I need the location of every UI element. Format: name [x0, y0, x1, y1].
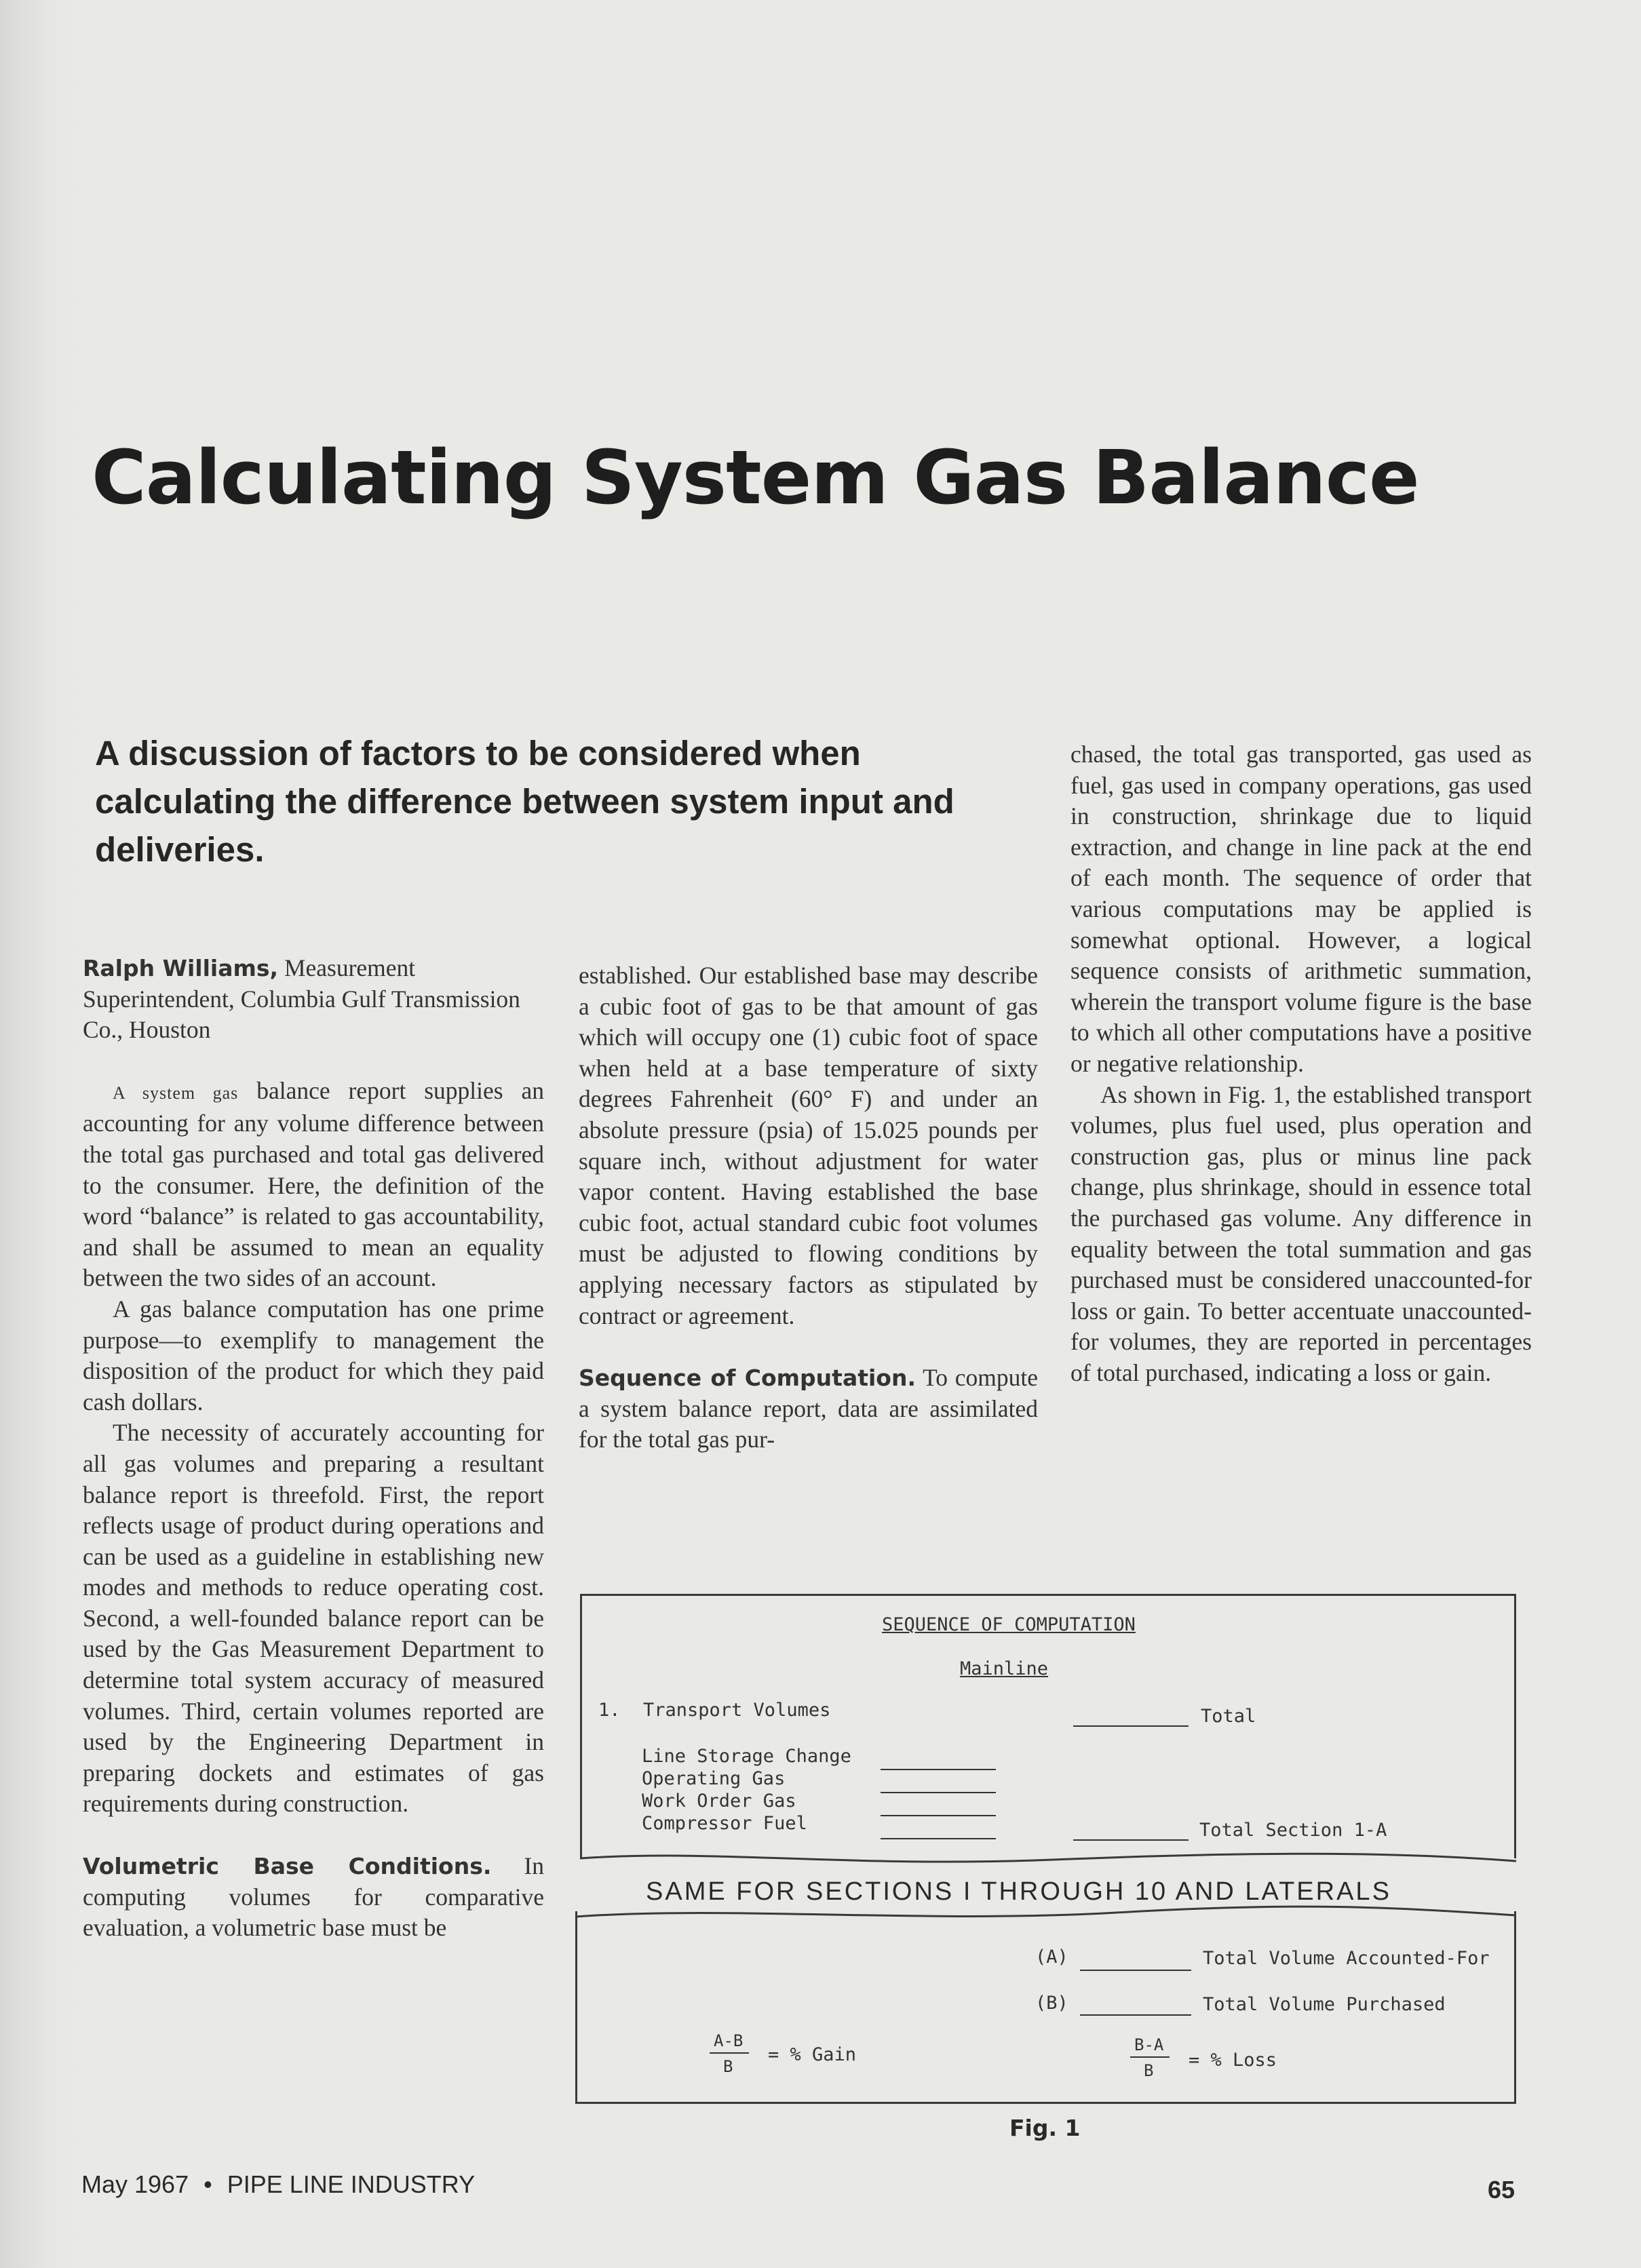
gain-fraction-bar	[710, 2052, 749, 2054]
figure-caption: Fig. 1	[1009, 2115, 1081, 2141]
section-heading: Volumetric Base Conditions.	[83, 1853, 492, 1880]
sub-item-blank	[881, 1838, 996, 1839]
page-number: 65	[1488, 2176, 1515, 2204]
figure-subtitle: Mainline	[960, 1658, 1049, 1679]
paragraph	[83, 1851, 544, 1944]
item-label: Transport Volumes	[643, 1700, 831, 1721]
paragraph: A gas balance computation has one prime purpose—to exemplify to management the disposition of the product for which they paid cash dollars.	[83, 1295, 544, 1415]
loss-numerator: B-A	[1134, 2035, 1164, 2054]
column-1	[83, 953, 544, 1944]
b-label: Total Volume Purchased	[1203, 1994, 1446, 2015]
sub-item-blank	[881, 1792, 996, 1793]
gain-numerator: A-B	[714, 2031, 744, 2050]
figure-banner: SAME FOR SECTIONS I THROUGH 10 AND LATERALS	[646, 1877, 1391, 1906]
section-heading: Sequence of Computation.	[579, 1365, 916, 1392]
byline	[83, 953, 544, 1046]
a-marker: (A)	[1035, 1947, 1068, 1968]
paragraph-text: balance report supplies an accounting for any volume difference between the total gas purchased and total gas delivered to the consumer. Here, the definition of the word “balance” is related to gas accountability, and shall be assumed to mean an equality between the two sides of an account.	[83, 1076, 544, 1292]
total-label: Total	[1201, 1706, 1256, 1727]
sub-item-blank	[881, 1769, 996, 1770]
sub-item-label: Operating Gas	[642, 1768, 786, 1789]
section-total-blank	[1073, 1839, 1189, 1841]
gain-denominator: B	[723, 2057, 733, 2076]
loss-denominator: B	[1144, 2061, 1154, 2080]
footer	[81, 2170, 475, 2199]
b-marker: (B)	[1035, 1993, 1068, 2014]
b-blank	[1080, 2014, 1191, 2016]
paragraph: The necessity of accurately accounting for all gas volumes and preparing a resultant balance report is threefold. First, the report reflects usage of product during operations and can be used as a guideline in establishing new modes and methods to reduce operating cost. Second, a well-founded balance report can be used by the Gas Measurement Department to determine total system accuracy of measured volumes. Third, certain volumes reported are used by the Engineering Department in preparing dockets and estimates of gas requirements during construction.	[83, 1419, 544, 1818]
column-2	[579, 960, 1038, 1455]
page-edge-shadow	[0, 0, 81, 2268]
footer-bullet: •	[204, 2170, 212, 2198]
section-total-label: Total Section 1-A	[1199, 1820, 1387, 1841]
paragraph-text: To compute a system balance report, data are assimilated for the total gas pur-	[579, 1364, 1038, 1453]
footer-publication: PIPE LINE INDUSTRY	[227, 2170, 476, 2198]
author-name: Ralph Williams,	[83, 955, 279, 981]
article-deck: A discussion of factors to be considered when calculating the difference between system input and deliveries.	[95, 734, 954, 869]
paragraph-text: In computing volumes for comparative evaluation, a volumetric base must be	[83, 1852, 544, 1942]
sub-item-label: Compressor Fuel	[642, 1813, 807, 1834]
torn-edge-top	[578, 1849, 1518, 1876]
total-blank	[1073, 1725, 1189, 1727]
lead-in: A system gas	[113, 1082, 239, 1103]
gain-label: = % Gain	[768, 2044, 857, 2065]
loss-fraction-bar	[1130, 2056, 1170, 2058]
sub-item-label: Line Storage Change	[642, 1746, 851, 1767]
author-affiliation: Measurement Superintendent, Columbia Gulf Transmission Co., Houston	[83, 954, 520, 1044]
item-number: 1.	[598, 1700, 621, 1721]
paragraph	[83, 1076, 544, 1294]
footer-date: May 1967	[81, 2170, 189, 2198]
sub-item-blank	[881, 1815, 996, 1816]
paragraph: established. Our established base may describe a cubic foot of gas to be that amount of gas which will occupy one (1) cubic foot of space when held at a base temperature of sixty degrees Fahrenheit (60° F) and under an absolute pressure (psia) of 15.025 pounds per square inch, without adjustment for water vapor content. Having established the base cubic foot, actual standard cubic foot volumes must be adjusted to flowing conditions by applying necessary factors as stipulated by contract or agreement.	[579, 962, 1038, 1329]
a-label: Total Volume Accounted-For	[1203, 1948, 1490, 1969]
article-title: Calculating System Gas Balance	[92, 434, 1419, 521]
figure-title: SEQUENCE OF COMPUTATION	[882, 1614, 1136, 1635]
loss-label: = % Loss	[1189, 2050, 1277, 2071]
a-blank	[1080, 1970, 1191, 1971]
sub-item-label: Work Order Gas	[642, 1791, 796, 1812]
paragraph	[579, 1363, 1038, 1455]
column-3	[1070, 739, 1532, 1388]
paragraph: As shown in Fig. 1, the established transport volumes, plus fuel used, plus operation and construction gas, plus or minus line pack change, plus shrinkage, should in essence total the purchased gas volume. Any difference in equality between the total summation and gas purchased must be considered unaccounted-for loss or gain. To better accentuate unaccounted-for volumes, they are reported in percentages of total purchased, indicating a loss or gain.	[1070, 1080, 1532, 1386]
paragraph: chased, the total gas transported, gas used as fuel, gas used in company operations, gas used in construction, shrinkage due to liquid extraction, and change in line pack at the end of each month. The sequence of order that various computations may be applied is somewhat optional. However, a logical sequence consists of arithmetic summation, wherein the transport volume figure is the base to which all other computations have a positive or negative relationship.	[1070, 741, 1532, 1077]
